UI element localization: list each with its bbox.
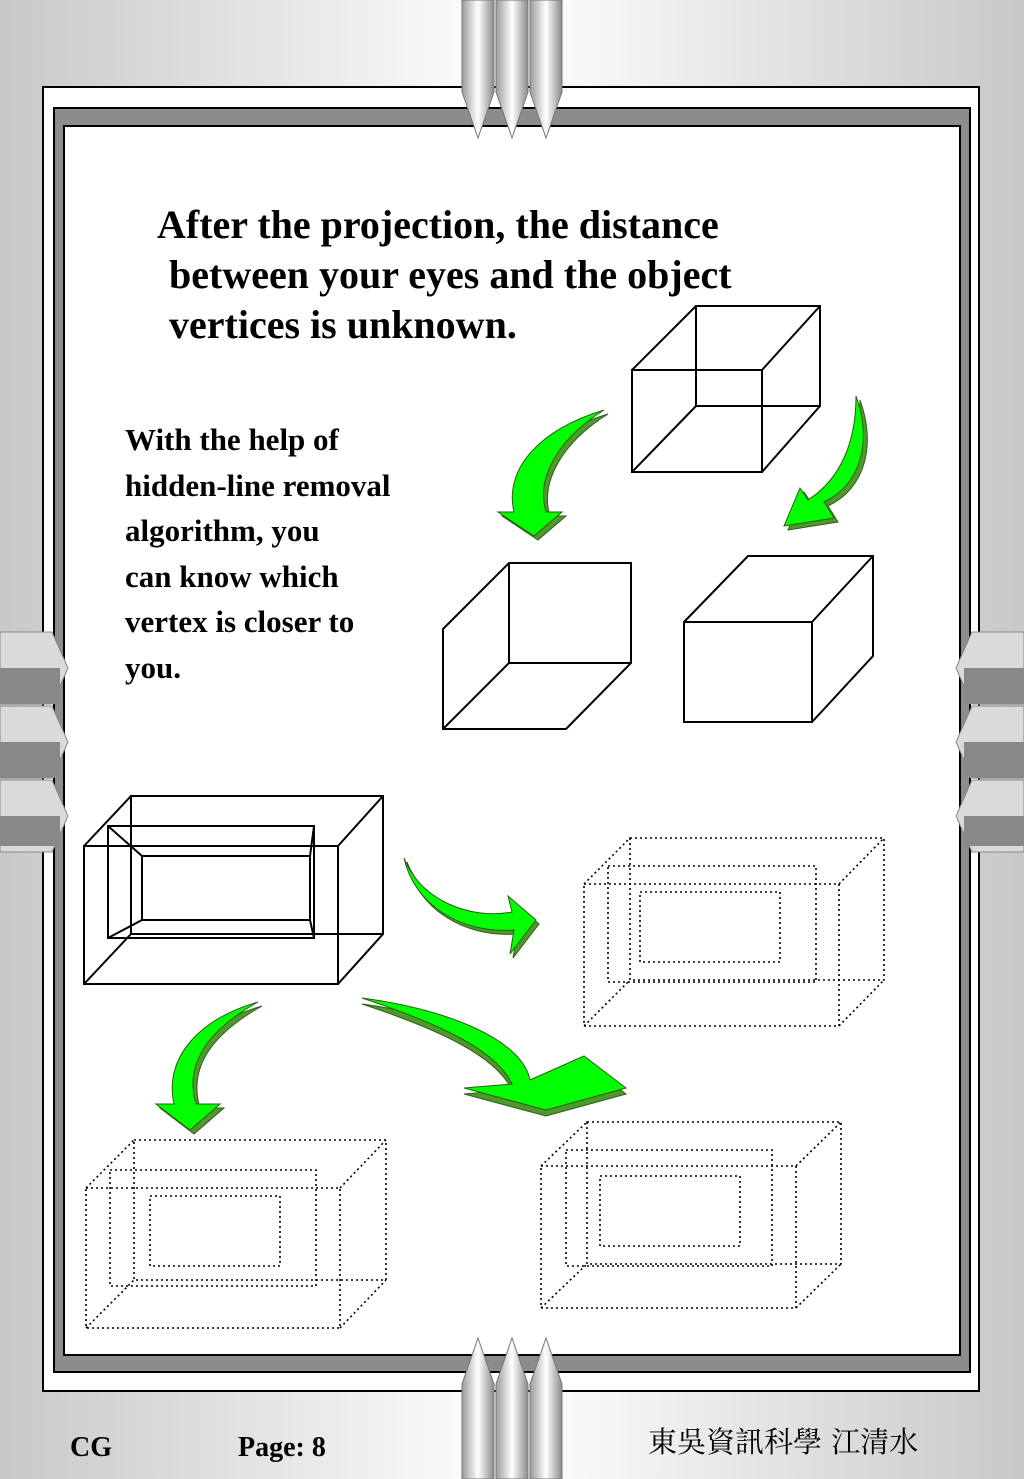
green-arrow-right (784, 396, 867, 530)
dotted-box-right-top (584, 838, 884, 1026)
body-line: you. (125, 649, 181, 685)
body-line: With the help of (125, 422, 339, 457)
cube-view-from-above (684, 556, 873, 722)
dotted-box-bottom-right (541, 1122, 841, 1308)
dotted-box-bottom-left (86, 1140, 386, 1328)
green-arrow-middle (404, 858, 539, 958)
body-line: vertex is closer to (125, 604, 355, 639)
footer-author: 東吳資訊科學 江清水 (648, 1425, 919, 1459)
title-line: vertices is unknown. (169, 302, 517, 347)
green-arrow-lower-left (156, 1002, 262, 1134)
green-arrow-lower-right (362, 998, 626, 1116)
footer-course: CG (70, 1432, 112, 1463)
footer-page-number: Page: 8 (238, 1432, 326, 1463)
body-line: can know which (125, 558, 339, 594)
body-line: hidden-line removal (125, 467, 391, 503)
title-line: After the projection, the distance (157, 202, 719, 247)
nested-box-wireframe (84, 796, 383, 984)
body-line: algorithm, you (125, 513, 320, 548)
title-line: between your eyes and the object (169, 252, 732, 297)
cube-view-from-below (443, 563, 631, 729)
green-arrow-left (498, 410, 608, 540)
wireframe-cube (632, 306, 820, 472)
